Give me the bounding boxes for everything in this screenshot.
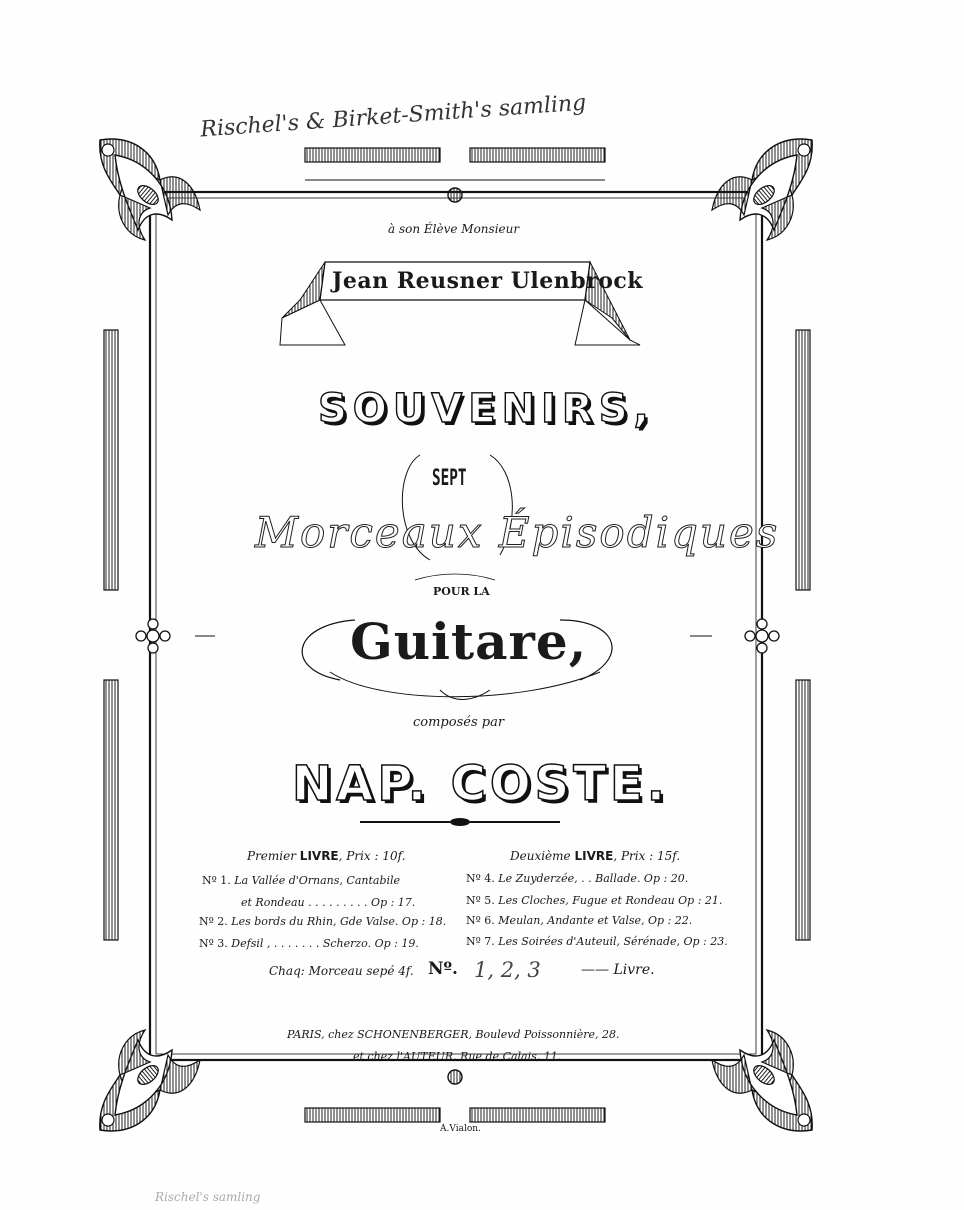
list-item [466, 935, 728, 948]
entry-text: Les Soirées d'Auteuil, Sérénade, Op : 23. [498, 935, 728, 948]
dedication-intro: à son Élève Monsieur [388, 222, 520, 236]
price-each: Chaq: Morceau sepé 4f. [269, 964, 414, 978]
engraver-credit: A.Vialon. [440, 1124, 481, 1134]
entry-text: La Vallée d'Ornans, Cantabile [234, 874, 401, 887]
book-1-header [247, 849, 405, 863]
publisher-line-2: et chez l'AUTEUR, Rue de Calais, 11. [353, 1050, 562, 1063]
book-2-prefix: Deuxième [510, 849, 571, 863]
entry-number: Nº 3. [199, 937, 228, 950]
book-2-header [510, 849, 680, 863]
entry-number: Nº 1. [202, 874, 231, 887]
entry-text: Le Zuyderzée, . . Ballade. Op : 20. [498, 872, 689, 885]
livre-suffix: —— Livre. [581, 962, 655, 978]
list-item [202, 874, 400, 887]
composed-by: composés par [413, 715, 505, 730]
title: SOUVENIRS, [318, 386, 655, 432]
list-item [466, 894, 722, 907]
book-1-price: , Prix : 10f. [338, 849, 406, 863]
entry-text: Les bords du Rhin, Gde Valse. Op : 18. [231, 915, 447, 928]
publisher-line-1: PARIS, chez SCHONENBERGER, Boulevd Poissonnière, 28. [287, 1028, 620, 1041]
number-label: Nº. [428, 959, 458, 979]
entry-number: Nº 4. [466, 872, 495, 885]
book-2-word: LIVRE [574, 849, 614, 863]
dedicatee-name: Jean Reusner Ulenbrock [332, 268, 644, 294]
book-2-price: , Prix : 15f. [613, 849, 681, 863]
book-1-word: LIVRE [299, 849, 339, 863]
handwritten-book-number: 1, 2, 3 [474, 958, 541, 982]
list-item [199, 937, 419, 950]
pour-la: POUR LA [433, 585, 490, 598]
count-word: SEPT [432, 466, 467, 491]
entry-text: Meulan, Andante et Valse, Op : 22. [498, 914, 693, 927]
entry-number: Nº 7. [466, 935, 495, 948]
list-item [466, 914, 692, 927]
list-item [466, 872, 688, 885]
entry-number: Nº 5. [466, 894, 495, 907]
handwritten-collection-note: Rischel's & Birket-Smith's samling [199, 90, 587, 143]
entry-text: Defsil , . . . . . . . Scherzo. Op : 19. [231, 937, 419, 950]
entry-text: Les Cloches, Fugue et Rondeau Op : 21. [498, 894, 723, 907]
instrument: Guitare, [350, 612, 588, 671]
entry-text: et Rondeau . . . . . . . . . Op : 17. [241, 896, 416, 909]
entry-number: Nº 6. [466, 914, 495, 927]
faint-stamp: Rischel's samling [155, 1190, 261, 1204]
subtitle: Morceaux Épisodiques [255, 508, 780, 557]
list-item [241, 896, 415, 909]
entry-number: Nº 2. [199, 915, 228, 928]
list-item [199, 915, 446, 928]
composer-name: NAP. COSTE. [292, 756, 669, 812]
book-1-prefix: Premier [247, 849, 296, 863]
